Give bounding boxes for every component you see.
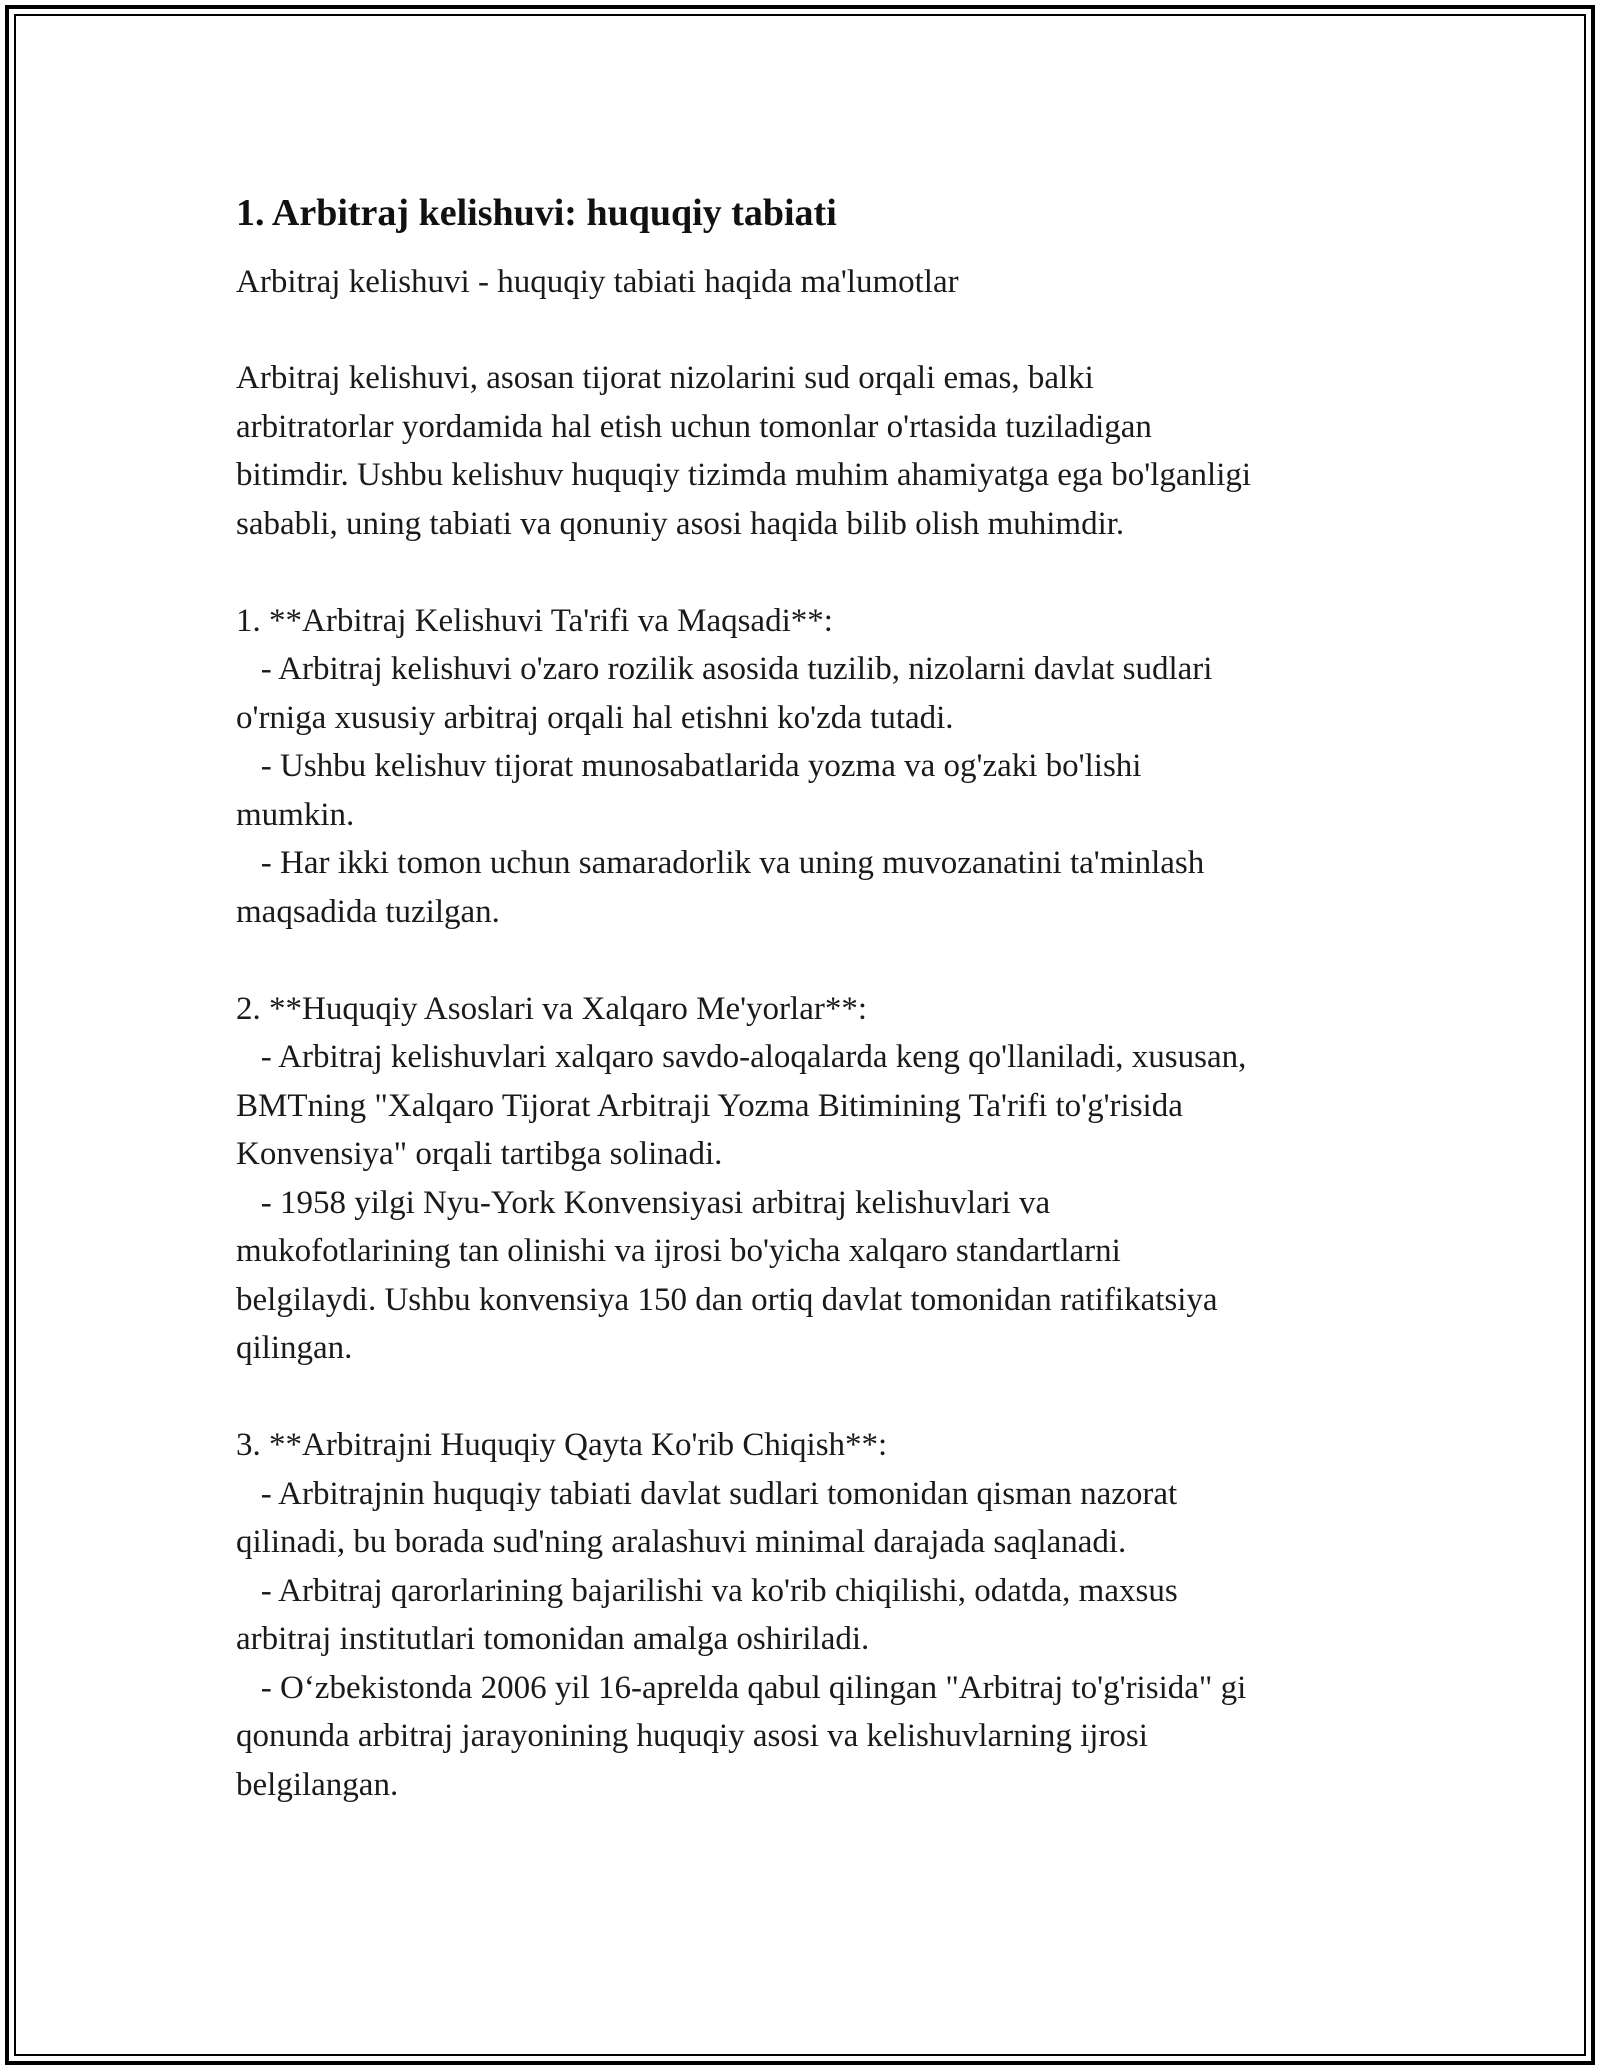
section-3: 3. **Arbitrajni Huquqiy Qayta Ko'rib Chiqish**: - Arbitrajnin huquqiy tabiati davlat sudlari tomonidan qisman nazorat qilinadi, bu borada sud'ning aralashuvi minimal darajada saqlanadi. - Arbitraj qarorlarining bajarilishi va ko'rib chiqilishi, odatda, maxsus arbitraj institutlari tomonidan amalga oshiriladi. - O‘zbekistonda 2006 yil 16-aprelda qabul qilingan "Arbitraj to'g'risida" gi qonunda arbitraj jarayonining huquqiy asosi va kelishuvlarning ijrosi belgilangan.	[236, 1427, 1247, 1803]
document-subtitle: Arbitraj kelishuvi - huquqiy tabiati haqida ma'lumotlar	[236, 264, 959, 300]
document-body	[236, 186, 1376, 1809]
spacer	[236, 548, 1376, 597]
section-1: 1. **Arbitraj Kelishuvi Ta'rifi va Maqsadi**: - Arbitraj kelishuvi o'zaro rozilik asosida tuzilib, nizolarni davlat sudlari o'rniga xususiy arbitraj orqali hal etishni ko'zda tutadi. - Ushbu kelishuv tijorat munosabatlarida yozma va og'zaki bo'lishi mumkin. - Har ikki tomon uchun samaradorlik va uning muvozanatini ta'minlash maqsadida tuzilgan.	[236, 602, 1213, 930]
intro-paragraph: Arbitraj kelishuvi, asosan tijorat nizolarini sud orqali emas, balki arbitratorlar yordamida hal etish uchun tomonlar o'rtasida tuziladigan bitimdir. Ushbu kelishuv huquqiy tizimda muhim ahamiyatga ega bo'lganligi sababli, uning tabiati va qonuniy asosi haqida bilib olish muhimdir.	[236, 360, 1252, 542]
section-2: 2. **Huquqiy Asoslari va Xalqaro Me'yorlar**: - Arbitraj kelishuvlari xalqaro savdo-aloqalarda keng qo'llaniladi, xususan, BMTning "Xalqaro Tijorat Arbitraji Yozma Bitimining Ta'rifi to'g'risida Konvensiya" orqali tartibga solinadi. - 1958 yilgi Nyu-York Konvensiyasi arbitraj kelishuvlari va mukofotlarining tan olinishi va ijrosi bo'yicha xalqaro standartlarni belgilaydi. Ushbu konvensiya 150 dan ortiq davlat tomonidan ratifikatsiya qilingan.	[236, 990, 1247, 1366]
page-title: 1. Arbitraj kelishuvi: huquqiy tabiati	[236, 192, 837, 234]
spacer	[236, 936, 1376, 985]
spacer	[236, 1373, 1376, 1422]
